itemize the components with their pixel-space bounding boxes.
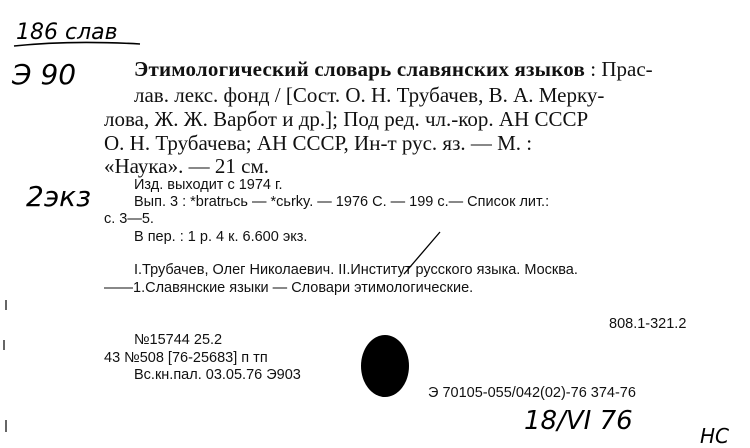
handwritten-date: 18/VI 76 <box>524 406 633 436</box>
published-since: Изд. выходит с 1974 г. <box>134 177 283 193</box>
entry-line-5: «Наука». — 21 см. <box>104 154 269 178</box>
entry-line-2: лав. лекс. фонд / [Сост. О. Н. Трубачев, В. А. Мерку- <box>134 83 605 107</box>
slash-mark <box>404 232 440 274</box>
entry-line-4: О. Н. Трубачева; АН СССР, Ин-т рус. яз. — М. : <box>104 131 533 155</box>
record-registration: Вс.кн.пал. 03.05.76 Э903 <box>134 367 301 383</box>
classification-code: 808.1-321.2 <box>609 316 687 332</box>
entry-title: Этимологический словарь славянских языков <box>134 57 586 81</box>
edge-marks <box>4 300 6 432</box>
handwritten-code-top: 186 слав <box>16 20 118 45</box>
entry-line-3: лова, Ж. Ж. Варбот и др.]; Под ред. чл.-кор. АН СССР <box>104 107 589 131</box>
issue-line-1: Вып. 3 : *bratrьсь — *cьrky. — 1976 С. — 199 с.— Список лит.: <box>134 194 550 210</box>
price-line: В пер. : 1 р. 4 к. 6.600 экз. <box>134 229 308 245</box>
handwritten-note-left: 2экз <box>26 180 91 213</box>
handwritten-code-second: Э 90 <box>12 58 77 91</box>
entry-title-rest: : Прас- <box>585 57 653 81</box>
handwritten-initials: HC <box>700 424 730 448</box>
subjects-line-1: I.Трубачев, Олег Николаевич. II.Институт русского языка. Москва. <box>134 262 578 278</box>
underline-mark <box>14 42 140 46</box>
subjects-line-2: ——1.Славянские языки — Словари этимологические. <box>104 280 474 296</box>
record-order: 43 №508 [76-25683] п тп <box>104 350 268 366</box>
ink-blot <box>361 335 409 397</box>
record-number: №15744 25.2 <box>134 332 223 348</box>
catalog-code: Э 70105-055/042(02)-76 374-76 <box>428 385 636 401</box>
issue-line-2: с. 3—5. <box>104 211 154 227</box>
